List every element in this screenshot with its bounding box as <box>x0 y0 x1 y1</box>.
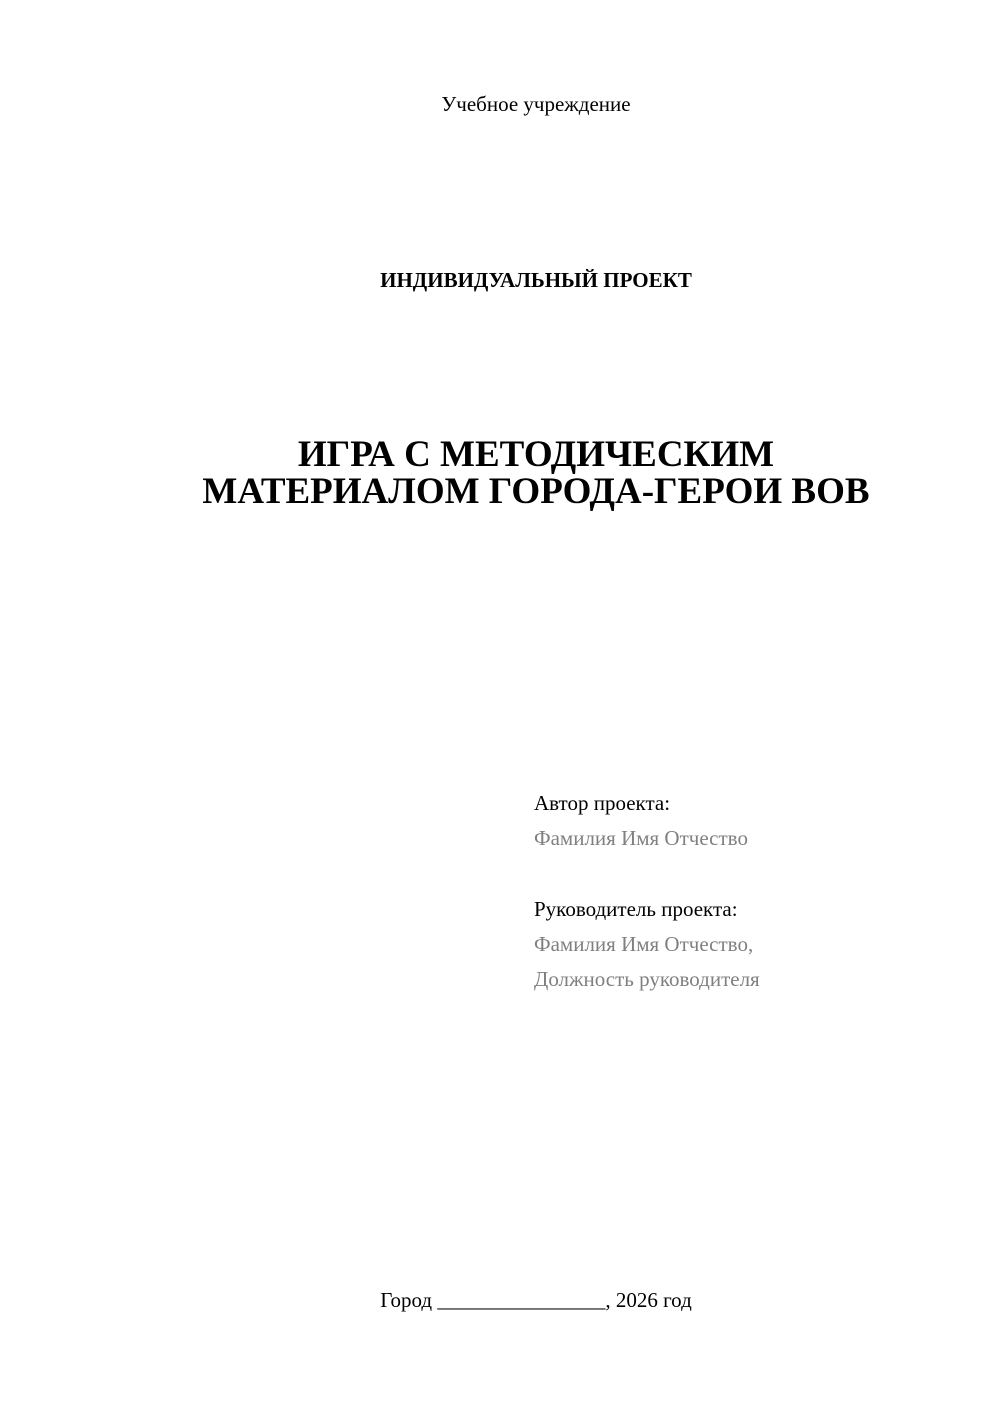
project-title-line-2: МАТЕРИАЛОМ ГОРОДА-ГЕРОИ ВОВ <box>202 471 870 512</box>
author-label: Автор проекта: <box>534 791 671 815</box>
supervisor-label: Руководитель проекта: <box>534 897 738 921</box>
document-type: ИНДИВИДУАЛЬНЫЙ ПРОЕКТ <box>380 268 692 292</box>
supervisor-position: Должность руководителя <box>534 967 760 991</box>
city-year-line: Город ________________, 2026 год <box>380 1288 692 1312</box>
supervisor-name: Фамилия Имя Отчество, <box>534 932 754 956</box>
project-title <box>0 436 1000 510</box>
project-title-line-1: ИГРА С МЕТОДИЧЕСКИМ <box>297 434 775 475</box>
institution-name: Учебное учреждение <box>441 92 631 116</box>
author-block <box>534 786 748 856</box>
supervisor-block <box>534 892 760 997</box>
author-name: Фамилия Имя Отчество <box>534 826 748 850</box>
